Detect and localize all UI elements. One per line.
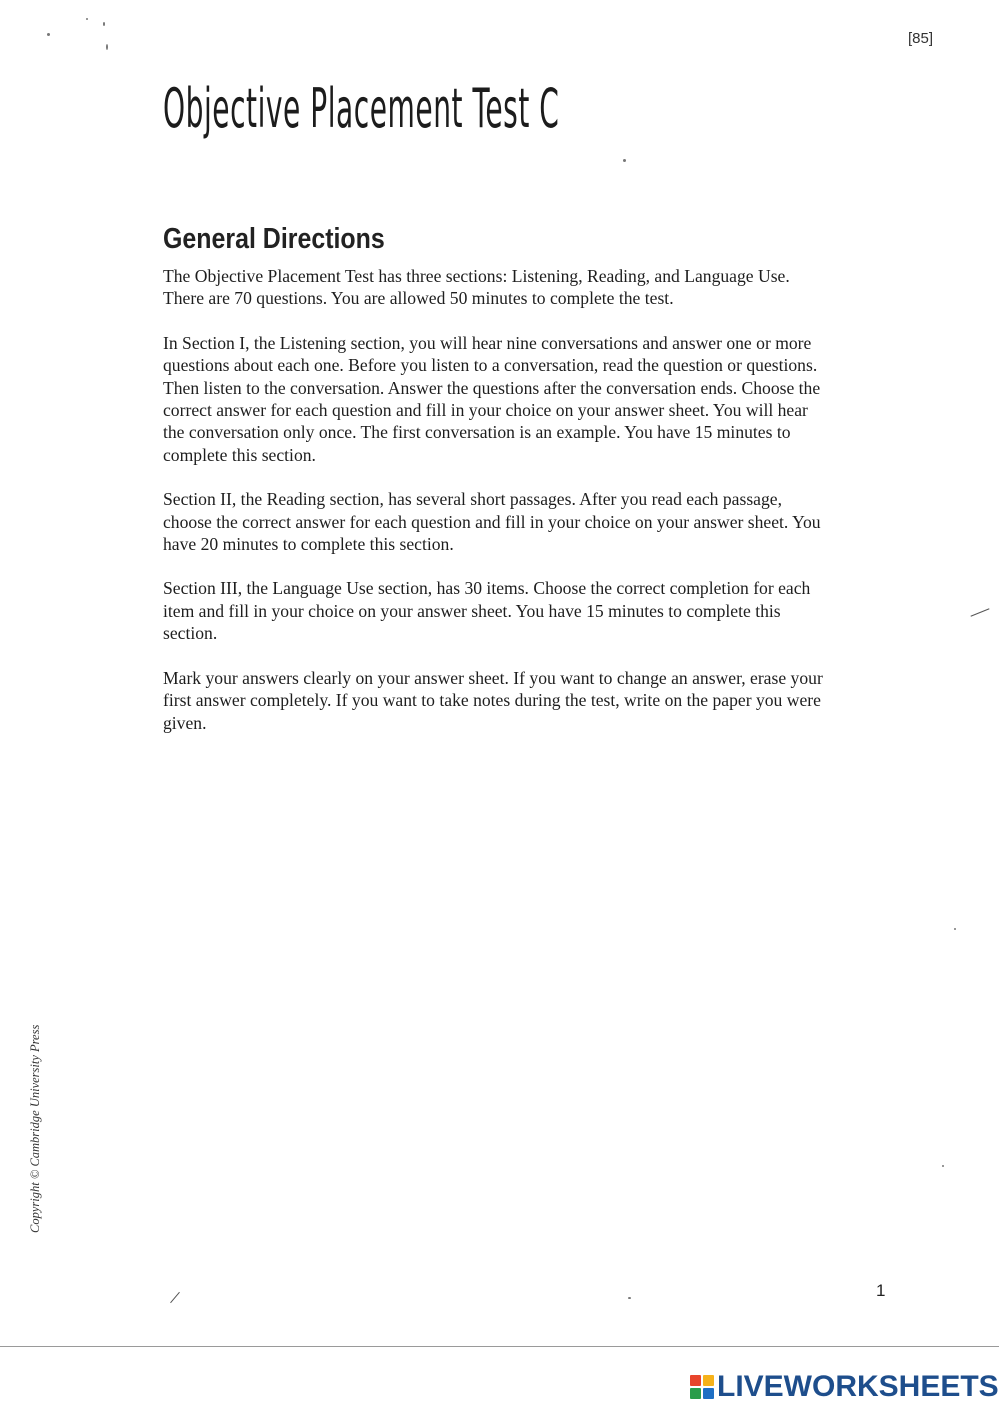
- scan-mark: [170, 1292, 180, 1303]
- scan-speck: [954, 928, 956, 930]
- paragraph-answer-marking: Mark your answers clearly on your answer sheet. If you want to change an answer, erase your first answer completely. If you want to take notes during the test, write on the paper you were given.: [163, 667, 823, 733]
- logo-square-blue: [703, 1388, 714, 1399]
- paragraph-language-use: Section III, the Language Use section, has 30 items. Choose the correct completion for each item and fill in your choice on your answer sheet. You have 15 minutes to complete this section.: [163, 578, 811, 644]
- directions-body: [163, 265, 833, 756]
- page-reference: [85]: [908, 30, 934, 47]
- footer-divider: [0, 1346, 999, 1347]
- page-title: Objective Placement Test C: [163, 77, 560, 140]
- logo-square-yellow: [703, 1375, 714, 1386]
- scan-speck: [86, 18, 88, 20]
- scan-speck: [628, 1297, 631, 1299]
- scan-speck: [106, 44, 108, 50]
- paragraph-overview: The Objective Placement Test has three sections: Listening, Reading, and Language Use. There are 70 questions. You are allowed 50 minutes to complete the test.: [163, 266, 790, 309]
- scan-speck: [103, 22, 105, 26]
- logo-square-red: [690, 1375, 701, 1386]
- brand-name: LIVEWORKSHEETS: [717, 1370, 999, 1403]
- page-number: 1: [876, 1281, 886, 1300]
- liveworksheets-logo-icon: [690, 1375, 714, 1399]
- section-heading: General Directions: [163, 223, 385, 255]
- paragraph-listening: In Section I, the Listening section, you will hear nine conversations and answer one or more questions about each one. Before you listen to a conversation, read the question or questions. Then listen to the conversation. Answer the questions after the conversation ends. Choose the correct answer for each question and fill in your choice on your answer sheet. You will hear the conversation only once. The first conversation is an example. You have 15 minutes to complete this section.: [163, 332, 821, 465]
- scan-mark: [971, 608, 990, 616]
- paragraph-reading: Section II, the Reading section, has several short passages. After you read each passage, choose the correct answer for each question and fill in your choice on your answer sheet. You have 20 minutes to complete this section.: [163, 489, 821, 555]
- scan-speck: [623, 159, 626, 162]
- copyright-notice: Copyright © Cambridge University Press: [28, 1024, 42, 1233]
- scan-speck: [47, 33, 50, 36]
- brand-footer[interactable]: [690, 1370, 999, 1404]
- logo-square-green: [690, 1388, 701, 1399]
- scan-speck: [942, 1165, 944, 1167]
